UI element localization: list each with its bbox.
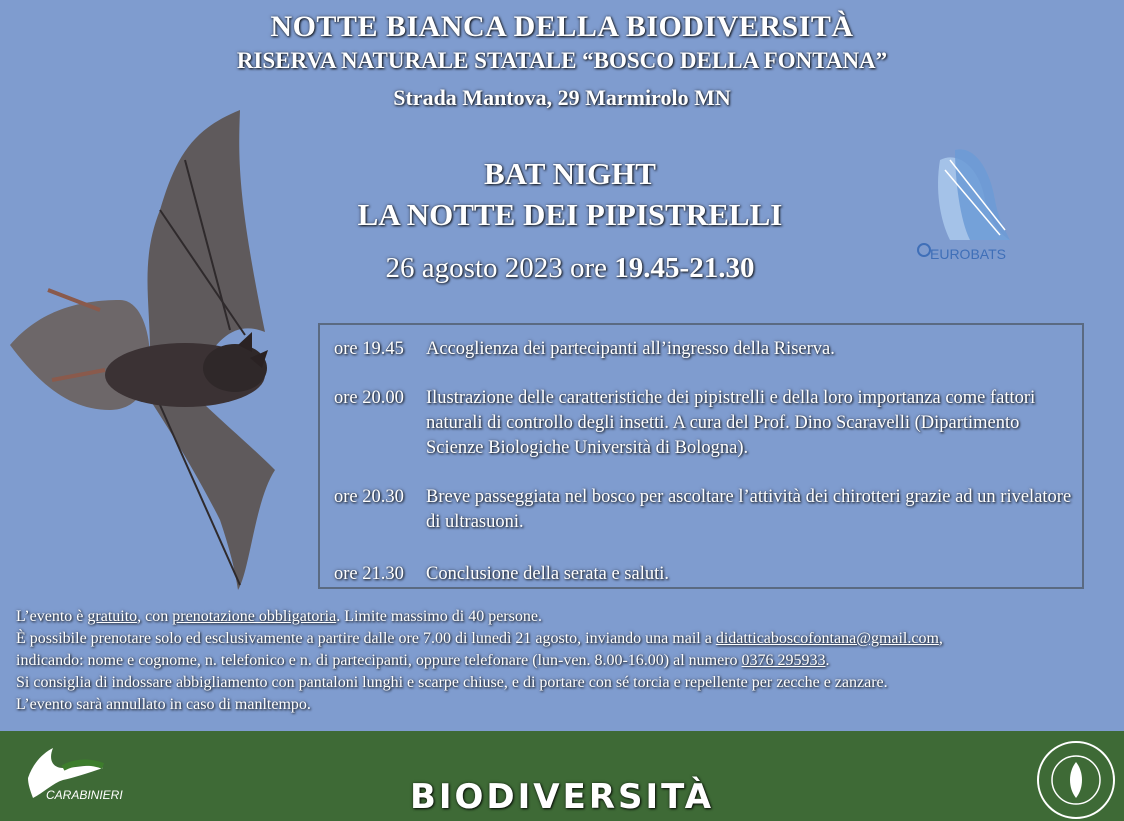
- program-row: [334, 337, 1076, 362]
- event-title: BAT NIGHT: [484, 156, 656, 191]
- note-text: . Limite massimo di 40 persone.: [336, 608, 542, 625]
- program-time: ore 21.30: [334, 564, 404, 584]
- program-text: Accoglienza dei partecipanti all’ingresso della Riserva.: [426, 339, 835, 359]
- event-date-text: 26 agosto 2023 ore: [385, 252, 615, 284]
- program-row: [334, 485, 1076, 535]
- note-line: Si consiglia di indossare abbigliamento con pantaloni lunghi e scarpe chiuse, e di portare con sé torcia e repellente per zecche e zanzare.: [16, 674, 888, 691]
- note-free: gratuito: [87, 608, 138, 625]
- event-notes: [16, 606, 1116, 716]
- eurobats-label: EUROBATS: [930, 246, 1006, 262]
- note-text: .: [825, 652, 830, 669]
- program-text: Ilustrazione delle caratteristiche dei pipistrelli e della loro importanza come fattori naturali di controllo degli insetti. A cura del Prof. Dino Scaravelli (Dipartimento Scienze Biologiche Università di Bologna).: [426, 388, 1036, 458]
- note-line: [16, 628, 1116, 650]
- note-text: indicando: nome e cognome, n. telefonico e n. di partecipanti, oppure telefonare (lun-ven. 8.00-16.00) al numero: [16, 652, 742, 669]
- note-line: L’evento sarà annullato in caso di manltempo.: [16, 696, 311, 713]
- program-row: [334, 386, 1076, 461]
- carabinieri-biodiversita-seal: [1036, 740, 1116, 820]
- note-line: [16, 650, 1116, 672]
- event-time: 19.45-21.30: [614, 252, 755, 284]
- note-booking-required: prenotazione obbligatoria: [172, 608, 337, 625]
- email-link[interactable]: didatticaboscofontana@gmail.com: [715, 630, 939, 647]
- note-text: , con: [137, 608, 173, 625]
- note-line: [16, 606, 1116, 628]
- program-time: ore 20.30: [334, 487, 404, 507]
- program-row: [334, 562, 1076, 587]
- reserve-name: RISERVA NATURALE STATALE “BOSCO DELLA FONTANA”: [236, 48, 888, 73]
- note-text: L’evento è: [16, 608, 88, 625]
- phone-link[interactable]: 0376 295933: [741, 652, 826, 669]
- event-subtitle: LA NOTTE DEI PIPISTRELLI: [357, 197, 783, 232]
- page-title: NOTTE BIANCA DELLA BIODIVERSITÀ: [270, 10, 854, 43]
- program-box: [318, 323, 1084, 589]
- carabinieri-label: CARABINIERI: [46, 788, 123, 802]
- footer-title: BIODIVERSITÀ: [409, 777, 715, 817]
- program-text: Breve passeggiata nel bosco per ascoltare l’attività dei chirotteri grazie ad un rivelatore di ultrasuoni.: [426, 487, 1072, 532]
- note-text: È possibile prenotare solo ed esclusivamente a partire dalle ore 7.00 di lunedì 21 agosto, inviando una mail a: [16, 630, 716, 647]
- bat-image: [0, 100, 300, 600]
- address: Strada Mantova, 29 Marmirolo MN: [393, 85, 731, 110]
- program-time: ore 20.00: [334, 388, 404, 408]
- note-text: ,: [938, 630, 943, 647]
- event-date: [300, 252, 840, 285]
- program-time: ore 19.45: [334, 339, 404, 359]
- program-text: Conclusione della serata e saluti.: [426, 564, 669, 584]
